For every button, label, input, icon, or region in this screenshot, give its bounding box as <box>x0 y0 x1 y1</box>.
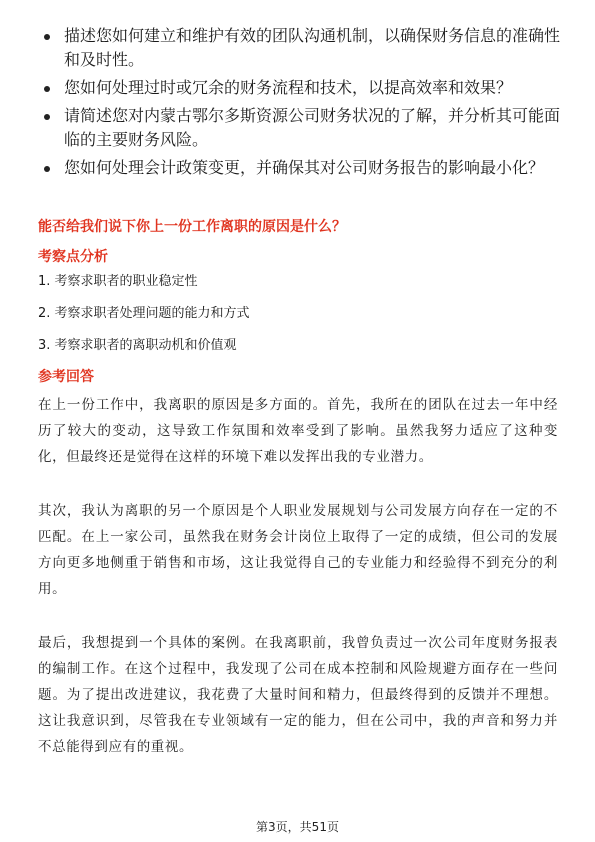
question-bullet-list <box>40 24 560 184</box>
analysis-points-list <box>38 272 250 368</box>
answer-paragraph: 其次，我认为离职的另一个原因是个人职业发展规划与公司发展方向存在一定的不匹配。在上一家公司，虽然我在财务会计岗位上取得了一定的成绩，但公司的发展方向更多地侧重于销售和市场，这让我觉得自己的专业能力和经验得不到充分的利用。 <box>38 503 558 597</box>
answer-paragraph: 在上一份工作中，我离职的原因是多方面的。首先，我所在的团队在过去一年中经历了较大的变动，这导致工作氛围和效率受到了影响。虽然我努力适应了这种变化，但最终还是觉得在这样的环境下难以发挥出我的专业潜力。 <box>38 397 558 465</box>
analysis-point: 2. 考察求职者处理问题的能力和方式 <box>38 306 250 321</box>
analysis-point: 3. 考察求职者的离职动机和价值观 <box>38 338 237 353</box>
bullet-item <box>40 24 560 72</box>
bullet-item <box>40 156 560 180</box>
answer-paragraph: 最后，我想提到一个具体的案例。在我离职前，我曾负责过一次公司年度财务报表的编制工作。在这个过程中，我发现了公司在成本控制和风险规避方面存在一些问题。为了提出改进建议，我花费了大量时间和精力，但最终得到的反馈并不理想。这让我意识到，尽管我在专业领域有一定的能力，但在公司中，我的声音和努力并不总能得到应有的重视。 <box>38 635 558 755</box>
answer-body <box>38 392 558 788</box>
bullet-dot-icon <box>44 166 50 172</box>
analysis-point: 1. 考察求职者的职业稳定性 <box>38 274 198 289</box>
answer-heading: 参考回答 <box>38 369 94 385</box>
bullet-text: 您如何处理过时或冗余的财务流程和技术，以提高效率和效果？ <box>64 78 513 97</box>
bullet-text: 描述您如何建立和维护有效的团队沟通机制，以确保财务信息的准确性和及时性。 <box>64 26 561 69</box>
bullet-item <box>40 76 560 100</box>
bullet-dot-icon <box>44 114 50 120</box>
bullet-dot-icon <box>44 34 50 40</box>
bullet-text: 您如何处理会计政策变更，并确保其对公司财务报告的影响最小化？ <box>64 158 545 177</box>
bullet-dot-icon <box>44 86 50 92</box>
bullet-text: 请简述您对内蒙古鄂尔多斯资源公司财务状况的了解，并分析其可能面临的主要财务风险。 <box>64 106 561 149</box>
page-number: 第3页，共51页 <box>256 820 339 834</box>
analysis-heading: 考察点分析 <box>38 249 108 265</box>
question-heading: 能否给我们说下你上一份工作离职的原因是什么？ <box>38 219 346 235</box>
bullet-item <box>40 104 560 152</box>
